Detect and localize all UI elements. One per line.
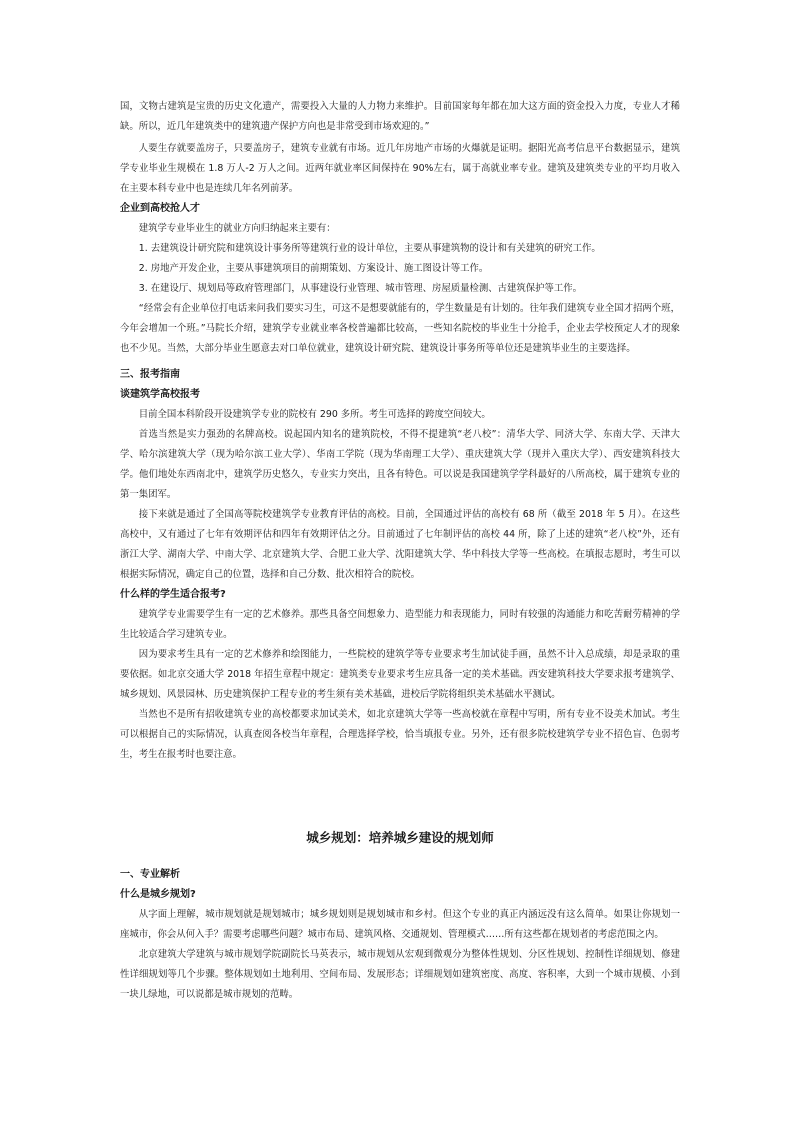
paragraph: 因为要求考生具有一定的艺术修养和绘图能力，一些院校的建筑学等专业要求考生加试徒手画，虽然不计入总成绩，却是录取的重要依据。如北京交通大学 2018 年招生章程中规定：建筑类专业要求考生应具备一定的美术基础。西安建筑科技大学要求报考建筑学、城乡规划、风景园林、历史建筑保护工程专业的考生须有美术基础，进校后学院将组织美术基础水平测试。 — [120, 649, 680, 700]
paragraph: 建筑学专业需要学生有一定的艺术修养。那些具备空间想象力、造型能力和表现能力，同时有较强的沟通能力和吃苦耐劳精神的学生比较适合学习建筑专业。 — [120, 609, 680, 640]
section-heading-guide: 三、报考指南 — [120, 369, 180, 380]
paragraph: 人要生存就要盖房子，只要盖房子，建筑专业就有市场。近几年房地产市场的火爆就是证明。据阳光高考信息平台数据显示，建筑学专业毕业生规模在 1.8 万人-2 万人之间。近两年就业率区间保持在 90%左右，属于高就业率专业。建筑及建筑类专业的平均月收入在主要本科专业中也是连续几年名列前茅。 — [120, 143, 680, 194]
paragraph: 从字面上理解，城市规划就是规划城市；城乡规划则是规划城市和乡村。但这个专业的真正内涵远没有这么简单。如果让你规划一座城市，你会从何入手？需要考虑哪些问题？城市布局、建筑风格、交通规划、管理模式……所有这些都在规划者的考虑范围之内。 — [120, 909, 680, 940]
subheading-schools: 谈建筑学高校报考 — [120, 389, 200, 400]
paragraph: 接下来就是通过了全国高等院校建筑学专业教育评估的高校。目前，全国通过评估的高校有 68 所（截至 2018 年 5 月）。在这些高校中，又有通过了七年有效期评估和四年有效期评估之分。目前通过了七年制评估的高校 44 所，除了上述的建筑“老八校”外，还有浙江大学、湖南大学、中南大学、北京建筑大学、合肥工业大学、沈阳建筑大学、华中科技大学等一些高校。在填报志愿时，考生可以根据实际情况，确定自己的位置，选择和自己分数、批次相符合的院校。 — [120, 509, 680, 580]
paragraph: 北京建筑大学建筑与城市规划学院副院长马英表示，城市规划从宏观到微观分为整体性规划、分区性规划、控制性详细规划、修建性详细规划等几个步骤。整体规划如土地利用、空间布局、发展形态；详细规划如建筑密度、高度、容积率，大到一个城市规模、小到一块儿绿地，可以说都是城市规划的范畴。 — [120, 949, 680, 1000]
section-architecture — [120, 97, 680, 765]
section-title: 城乡规划：培养城乡建设的规划师 — [306, 830, 494, 845]
paragraph: 建筑学专业毕业生的就业方向归纳起来主要有： — [138, 223, 336, 234]
subheading-recruit: 企业到高校抢人才 — [120, 203, 200, 214]
list-item: 2. 房地产开发企业，主要从事建筑项目的前期策划、方案设计、施工图设计等工作。 — [138, 263, 489, 274]
paragraph: 当然也不是所有招收建筑专业的高校都要求加试美术，如北京建筑大学等一些高校就在章程中写明，所有专业不设美术加试。考生可以根据自己的实际情况，认真查阅各校当年章程，合理选择学校，恰当填报专业。另外，还有很多院校建筑学专业不招色盲、色弱考生，考生在报考时也要注意。 — [120, 709, 680, 760]
paragraph: 首选当然是实力强劲的名牌高校。说起国内知名的建筑院校，不得不提建筑“老八校”：清华大学、同济大学、东南大学、天津大学、哈尔滨建筑大学（现为哈尔滨工业大学）、华南工学院（现为华南理工大学）、重庆建筑大学（现并入重庆大学）、西安建筑科技大学。他们地处东西南北中，建筑学历史悠久，专业实力突出，且各有特色。可以说是我国建筑学学科最好的八所高校，属于建筑专业的第一集团军。 — [120, 429, 680, 500]
paragraph: 国，文物古建筑是宝贵的历史文化遗产，需要投入大量的人力物力来维护。目前国家每年都在加大这方面的资金投入力度，专业人才稀缺。所以，近几年建筑类中的建筑遗产保护方向也是非常受到市场欢迎的。” — [120, 101, 680, 132]
list-item: 3. 在建设厅、规划局等政府管理部门，从事建设行业管理、城市管理、房屋质量检测、古建筑保护等工作。 — [138, 283, 582, 294]
subheading-what: 什么是城乡规划? — [120, 889, 196, 900]
list-item: 1. 去建筑设计研究院和建筑设计事务所等建筑行业的设计单位，主要从事建筑物的设计和有关建筑的研究工作。 — [138, 243, 601, 254]
subheading-students: 什么样的学生适合报考? — [120, 589, 226, 600]
section-heading-analysis: 一、专业解析 — [120, 869, 180, 880]
paragraph: “经常会有企业单位打电话来问我们要实习生，可这不是想要就能有的，学生数量是有计划的。往年我们建筑专业全国才招两个班，今年会增加一个班。”马院长介绍，建筑学专业就业率各校普遍都比较高，一些知名院校的毕业生十分抢手，企业去学校预定人才的现象也不少见。当然，大部分毕业生愿意去对口单位就业，建筑设计研究院、建筑设计事务所等单位还是建筑毕业生的主要选择。 — [120, 303, 680, 354]
paragraph: 目前全国本科阶段开设建筑学专业的院校有 290 多所。考生可选择的跨度空间较大。 — [138, 409, 491, 420]
section-urban-planning — [120, 865, 680, 1005]
